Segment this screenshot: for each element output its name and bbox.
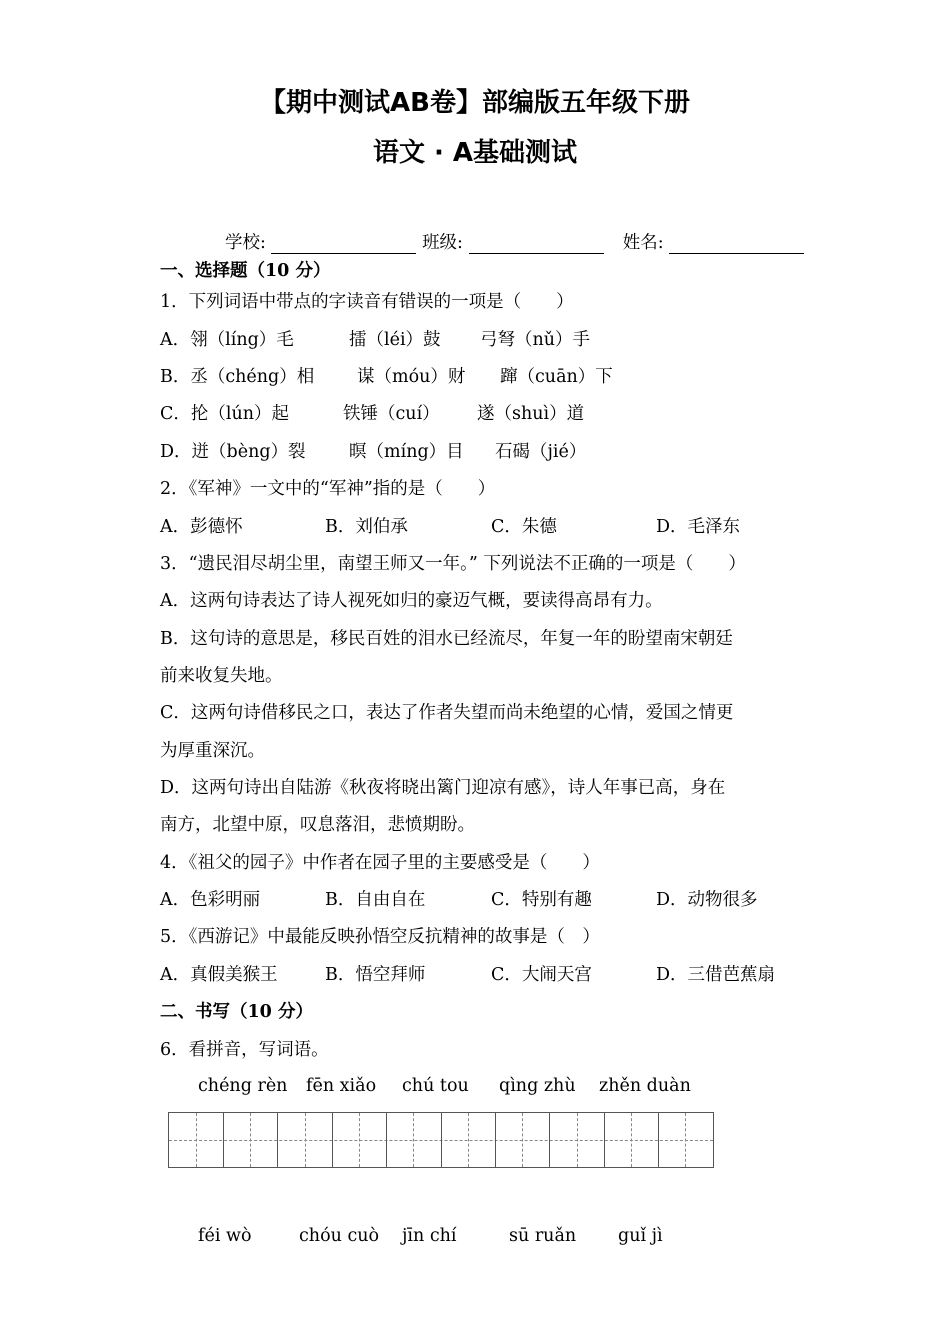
student-info xyxy=(225,229,804,254)
q3-option-c-line2: 为厚重深沉。 xyxy=(160,741,265,761)
page-subtitle: 语文 · A基础测试 xyxy=(372,138,578,168)
q1-option-d xyxy=(160,440,760,464)
page-title: 【期中测试AB卷】部编版五年级下册 xyxy=(260,88,690,118)
name-blank[interactable] xyxy=(669,233,804,254)
q3-option-c-line1: C．这两句诗借移民之口，表达了作者失望而尚未绝望的心情，爱国之情更 xyxy=(160,703,734,723)
q3-option-b-line1: B．这句诗的意思是，移民百姓的泪水已经流尽，年复一年的盼望南宋朝廷 xyxy=(160,629,733,649)
q1-d-1: D．迸（bèng）裂 xyxy=(160,442,306,462)
q1-d-2: 暝（míng）目 xyxy=(349,442,464,462)
q1-a-1: A．翎（líng）毛 xyxy=(160,330,294,350)
q5-option-d: D．三借芭蕉扇 xyxy=(656,965,776,985)
school-blank[interactable] xyxy=(271,233,416,254)
q5-option-c: C．大闹天宫 xyxy=(491,965,592,985)
q1-c-2: 铁锤（cuí） xyxy=(343,404,440,424)
q1-a-3: 弓弩（nǔ）手 xyxy=(480,330,591,350)
pinyin-7: chóu cuò xyxy=(299,1226,380,1246)
class-label: 班级: xyxy=(422,233,463,253)
q2-option-d: D．毛泽东 xyxy=(656,517,741,537)
class-blank[interactable] xyxy=(469,233,604,254)
q4-stem: 4．《祖父的园子》中作者在园子里的主要感受是（ ） xyxy=(160,853,600,873)
pinyin-8: jīn chí xyxy=(402,1226,457,1246)
section1-heading: 一、选择题（10 分） xyxy=(160,261,331,281)
pinyin-4: qìng zhù xyxy=(499,1076,576,1096)
name-label: 姓名: xyxy=(622,233,664,253)
pinyin-5: zhěn duàn xyxy=(599,1076,691,1096)
writing-grid[interactable] xyxy=(168,1112,714,1168)
pinyin-9: sū ruǎn xyxy=(509,1226,577,1246)
q3-option-a: A．这两句诗表达了诗人视死如归的豪迈气概，要读得高昂有力。 xyxy=(160,591,663,611)
school-label: 学校: xyxy=(225,233,266,253)
q4-option-b: B．自由自在 xyxy=(325,890,426,910)
q1-b-1: B．丞（chéng）相 xyxy=(160,367,315,387)
q3-option-d-line1: D．这两句诗出自陆游《秋夜将晓出篱门迎凉有感》，诗人年事已高，身在 xyxy=(160,778,726,798)
q3-option-b-line2: 前来收复失地。 xyxy=(160,666,283,686)
q1-option-a xyxy=(160,328,760,352)
q4-option-a: A．色彩明丽 xyxy=(160,890,261,910)
pinyin-6: féi wò xyxy=(198,1226,252,1246)
q5-options xyxy=(160,963,800,987)
q6-stem: 6．看拼音，写词语。 xyxy=(160,1040,329,1060)
q1-d-3: 石碣（jié） xyxy=(495,442,587,462)
q2-option-a: A．彭德怀 xyxy=(160,517,243,537)
pinyin-3: chú tou xyxy=(402,1076,469,1096)
q3-stem: 3．“遗民泪尽胡尘里，南望王师又一年。” 下列说法不正确的一项是（ ） xyxy=(160,554,746,574)
q5-option-a: A．真假美猴王 xyxy=(160,965,278,985)
q2-option-b: B．刘伯承 xyxy=(325,517,408,537)
pinyin-1: chéng rèn xyxy=(198,1076,288,1096)
q1-option-c xyxy=(160,402,760,426)
q4-options xyxy=(160,888,800,912)
pinyin-10: guǐ jì xyxy=(618,1226,663,1246)
q1-a-2: 擂（léi）鼓 xyxy=(349,330,441,350)
q1-c-1: C．抡（lún）起 xyxy=(160,404,290,424)
q1-b-2: 谋（móu）财 xyxy=(357,367,466,387)
section2-heading: 二、书写（10 分） xyxy=(160,1002,313,1022)
q1-stem: 1．下列词语中带点的字读音有错误的一项是（ ） xyxy=(160,292,574,312)
q5-stem: 5．《西游记》中最能反映孙悟空反抗精神的故事是（ ） xyxy=(160,927,600,947)
q1-b-3: 蹿（cuān）下 xyxy=(500,367,613,387)
q4-option-d: D．动物很多 xyxy=(656,890,758,910)
q1-c-3: 遂（shuì）道 xyxy=(477,404,585,424)
q2-options xyxy=(160,515,800,539)
q3-option-d-line2: 南方，北望中原，叹息落泪，悲愤期盼。 xyxy=(160,815,475,835)
q1-option-b xyxy=(160,365,760,389)
q2-option-c: C．朱德 xyxy=(491,517,557,537)
q5-option-b: B．悟空拜师 xyxy=(325,965,426,985)
q2-stem: 2．《军神》一文中的“军神”指的是（ ） xyxy=(160,479,496,499)
q4-option-c: C．特别有趣 xyxy=(491,890,592,910)
pinyin-2: fēn xiǎo xyxy=(306,1076,377,1096)
